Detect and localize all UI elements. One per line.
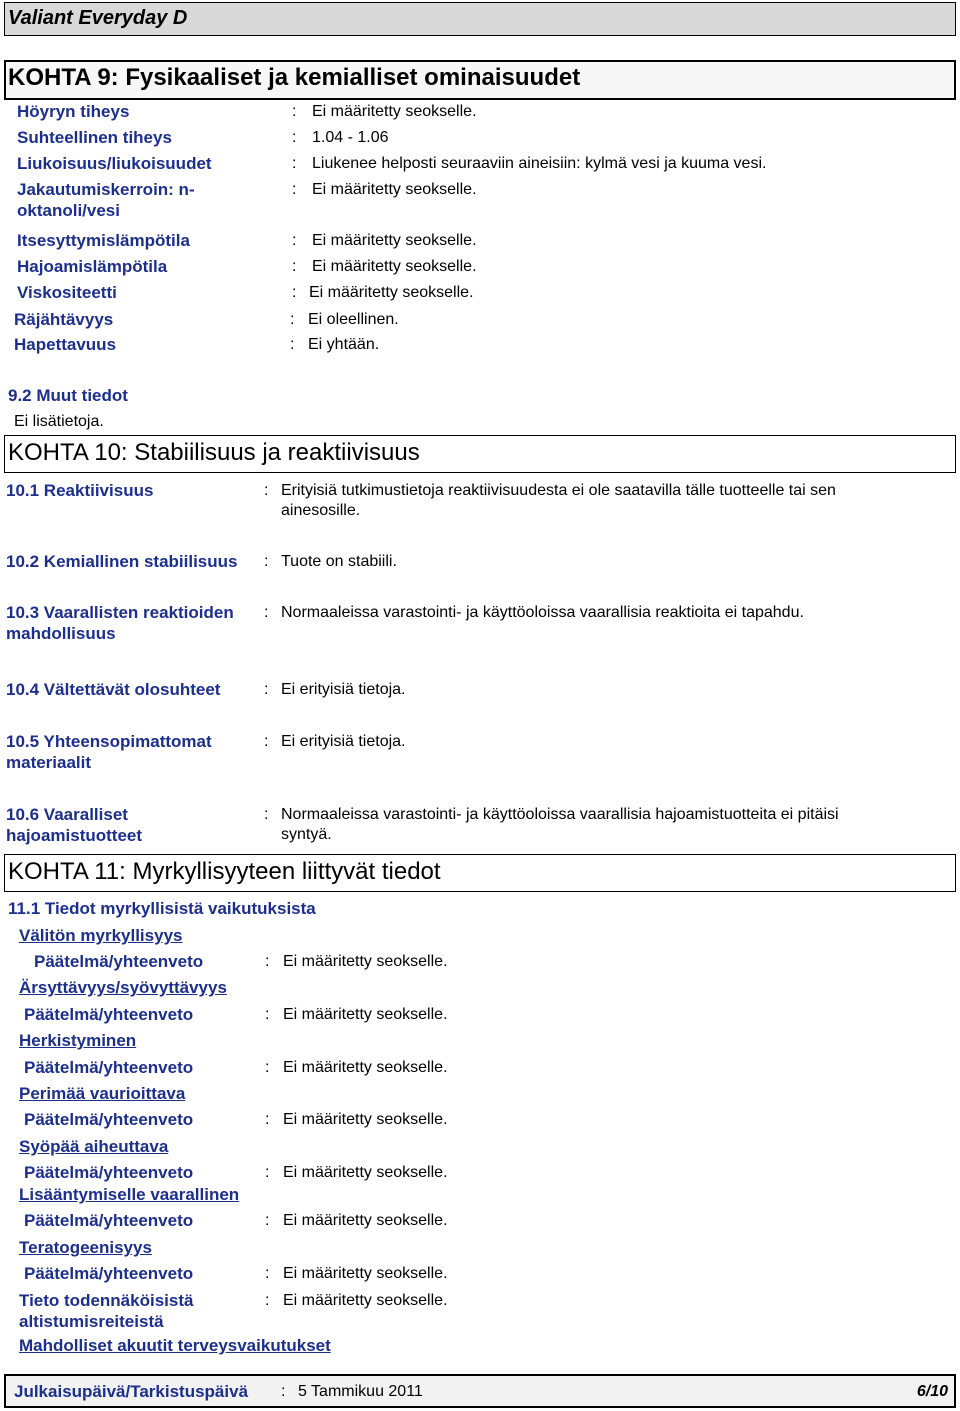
row-oxidizing-value: Ei yhtään.: [308, 336, 380, 353]
decomposition-products-value-line2: syntyä.: [281, 826, 332, 843]
row-separator: :: [265, 1164, 270, 1181]
hazardous-reactions-label-line2: mahdollisuus: [6, 624, 116, 643]
exposure-routes-label-line2: altistumisreiteistä: [19, 1312, 164, 1331]
row-decomposition-value: Ei määritetty seokselle.: [312, 258, 477, 275]
conditions-to-avoid-label: 10.4 Vältettävät olosuhteet: [6, 680, 221, 699]
other-info-text: Ei lisätietoja.: [14, 413, 104, 430]
row-separator: :: [292, 284, 297, 301]
conclusion-value: Ei määritetty seokselle.: [283, 953, 448, 970]
footer-page-number: 6/10: [916, 1383, 948, 1400]
row-decomposition-label: Hajoamislämpötila: [17, 257, 168, 276]
conclusion-label: Päätelmä/yhteenveto: [24, 1211, 194, 1230]
reactivity-value: Erityisiä tutkimustietoja reaktiivisuudesta ei ole saatavilla tälle tuotteelle tai sen: [281, 482, 836, 499]
row-separator: :: [292, 232, 297, 249]
conclusion-label: Päätelmä/yhteenveto: [24, 1163, 194, 1182]
conclusion-value: Ei määritetty seokselle.: [283, 1006, 448, 1023]
hazardous-reactions-value: Normaaleissa varastointi- ja käyttöoloissa vaarallisia reaktioita ei tapahdu.: [281, 604, 804, 621]
reactivity-value-line2: ainesosille.: [281, 502, 361, 519]
reactivity-label: 10.1 Reaktiivisuus: [6, 481, 154, 500]
row-separator: :: [264, 604, 269, 621]
row-separator: :: [290, 311, 295, 328]
conclusion-label: Päätelmä/yhteenveto: [24, 1005, 194, 1024]
row-relative-density-value: 1.04 - 1.06: [312, 129, 389, 146]
conclusion-label: Päätelmä/yhteenveto: [24, 1264, 194, 1283]
row-viscosity-value: Ei määritetty seokselle.: [309, 284, 474, 301]
incompatible-materials-value: Ei erityisiä tietoja.: [281, 733, 406, 750]
row-separator: :: [265, 1059, 270, 1076]
row-separator: :: [264, 806, 269, 823]
mutagenicity-heading: Perimää vaurioittava: [19, 1084, 186, 1103]
section9-title: KOHTA 9: Fysikaaliset ja kemialliset ominaisuudet: [8, 64, 581, 91]
irritation-corrosion-heading: Ärsyttävyys/syövyttävyys: [19, 978, 227, 997]
row-autoignition-label: Itsesyttymislämpötila: [17, 231, 190, 250]
row-separator: :: [265, 1265, 270, 1282]
row-separator: :: [264, 482, 269, 499]
row-vapor-density-value: Ei määritetty seokselle.: [312, 103, 477, 120]
row-separator: :: [264, 681, 269, 698]
row-explosive-value: Ei oleellinen.: [308, 311, 399, 328]
carcinogenicity-heading: Syöpää aiheuttava: [19, 1137, 169, 1156]
exposure-routes-value: Ei määritetty seokselle.: [283, 1292, 448, 1309]
chemical-stability-label: 10.2 Kemiallinen stabiilisuus: [6, 552, 238, 571]
acute-toxicity-heading: Välitön myrkyllisyys: [19, 926, 183, 945]
footer-date-label: Julkaisupäivä/Tarkistuspäivä: [14, 1382, 249, 1401]
sensitization-heading: Herkistyminen: [19, 1031, 137, 1050]
teratogenicity-heading: Teratogeenisyys: [19, 1238, 152, 1257]
row-separator: :: [264, 553, 269, 570]
row-separator: :: [265, 1212, 270, 1229]
incompatible-materials-label-line2: materiaalit: [6, 753, 92, 772]
footer-separator: :: [281, 1383, 286, 1400]
row-separator: :: [292, 258, 297, 275]
row-separator: :: [292, 103, 297, 120]
row-solubility-value: Liukenee helposti seuraaviin aineisiin: kylmä vesi ja kuuma vesi.: [312, 155, 767, 172]
conclusion-value: Ei määritetty seokselle.: [283, 1164, 448, 1181]
conclusion-label: Päätelmä/yhteenveto: [34, 952, 204, 971]
reproductive-toxicity-heading: Lisääntymiselle vaarallinen: [19, 1185, 240, 1204]
row-separator: :: [292, 155, 297, 172]
section10-title: KOHTA 10: Stabiilisuus ja reaktiivisuus: [8, 439, 420, 466]
incompatible-materials-label: 10.5 Yhteensopimattomat: [6, 732, 212, 751]
row-separator: :: [265, 953, 270, 970]
row-partition-label-line2: oktanoli/vesi: [17, 201, 120, 220]
row-separator: :: [265, 1111, 270, 1128]
row-separator: :: [265, 1006, 270, 1023]
row-separator: :: [292, 181, 297, 198]
toxicological-effects-heading: 11.1 Tiedot myrkyllisistä vaikutuksista: [8, 899, 316, 918]
row-autoignition-value: Ei määritetty seokselle.: [312, 232, 477, 249]
chemical-stability-value: Tuote on stabiili.: [281, 553, 397, 570]
row-separator: :: [292, 129, 297, 146]
conclusion-value: Ei määritetty seokselle.: [283, 1111, 448, 1128]
row-separator: :: [265, 1292, 270, 1309]
hazardous-reactions-label: 10.3 Vaarallisten reaktioiden: [6, 603, 234, 622]
decomposition-products-label: 10.6 Vaaralliset: [6, 805, 128, 824]
row-viscosity-label: Viskositeetti: [17, 283, 117, 302]
row-separator: :: [264, 733, 269, 750]
decomposition-products-value: Normaaleissa varastointi- ja käyttöoloissa vaarallisia hajoamistuotteita ei pitäisi: [281, 806, 839, 823]
row-partition-value: Ei määritetty seokselle.: [312, 181, 477, 198]
section11-title: KOHTA 11: Myrkyllisyyteen liittyvät tiedot: [8, 858, 441, 885]
row-relative-density-label: Suhteellinen tiheys: [17, 128, 172, 147]
acute-health-effects-heading: Mahdolliset akuutit terveysvaikutukset: [19, 1336, 331, 1355]
decomposition-products-label-line2: hajoamistuotteet: [6, 826, 143, 845]
conclusion-value: Ei määritetty seokselle.: [283, 1059, 448, 1076]
conditions-to-avoid-value: Ei erityisiä tietoja.: [281, 681, 406, 698]
row-oxidizing-label: Hapettavuus: [14, 335, 117, 354]
conclusion-label: Päätelmä/yhteenveto: [24, 1110, 194, 1129]
row-vapor-density-label: Höyryn tiheys: [17, 102, 130, 121]
conclusion-value: Ei määritetty seokselle.: [283, 1212, 448, 1229]
exposure-routes-label: Tieto todennäköisistä: [19, 1291, 194, 1310]
other-info-heading: 9.2 Muut tiedot: [8, 386, 128, 405]
product-name: Valiant Everyday D: [8, 7, 188, 29]
row-separator: :: [290, 336, 295, 353]
footer-date-value: 5 Tammikuu 2011: [298, 1383, 423, 1400]
row-partition-label: Jakautumiskerroin: n-: [17, 180, 195, 199]
row-solubility-label: Liukoisuus/liukoisuudet: [17, 154, 212, 173]
row-explosive-label: Räjähtävyys: [14, 310, 114, 329]
conclusion-label: Päätelmä/yhteenveto: [24, 1058, 194, 1077]
conclusion-value: Ei määritetty seokselle.: [283, 1265, 448, 1282]
